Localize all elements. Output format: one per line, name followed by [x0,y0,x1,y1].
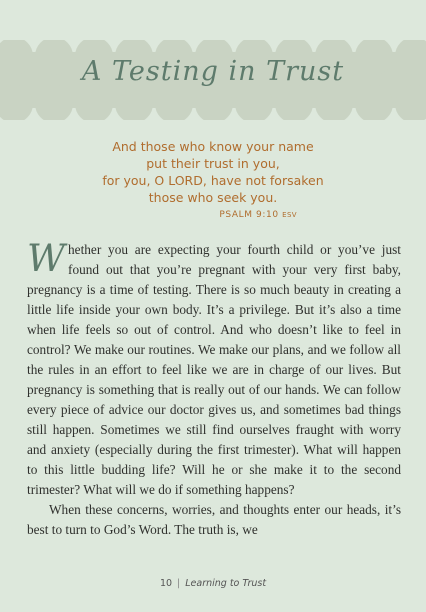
epigraph-reference [0,207,297,224]
running-title: Learning to Trust [185,578,267,589]
epigraph-line: put their trust in you, [146,156,280,171]
epigraph-line: for you, O LORD, have not forsaken [102,173,324,188]
page-number: 10 [159,578,173,589]
scripture-citation: PSALM 9:10 [219,210,279,220]
epigraph-line: And those who know your name [112,139,314,154]
drop-cap: W [27,237,66,280]
bible-version: ESV [282,211,297,219]
epigraph-line: those who seek you. [148,190,278,205]
paragraph [27,237,401,500]
paragraph-text: hether you are expecting your fourth child or you’ve just found out that you’re pregnant with your very first baby, pregnancy is a time of testing. There is so much beauty in creating a little life inside your own body. It’s a privilege. But it’s also a time when life feels so out of control. And who doesn’t like to feel in control? We make our routines. We make our plans, and we follow all the rules in an effort to feel like we are in charge of our lives. But pregnancy is something that is really out of our hands. We can follow every piece of advice our doctor gives us, and sometimes bad things still happen. Sometimes we still find ourselves fraught with worry and anxiety (especially during the first trimester). What will happen to this little budding life? Will he or she make it to the second trimester? What will we do if something happens? [27,242,401,497]
body-text [27,237,401,540]
paragraph: When these concerns, worries, and thoughts enter our heads, it’s best to turn to God’s Word. The truth is, we [27,502,401,537]
page-footer [0,578,426,589]
footer-separator: | [177,578,181,589]
chapter-title: A Testing in Trust [81,56,345,87]
epigraph [0,138,426,224]
